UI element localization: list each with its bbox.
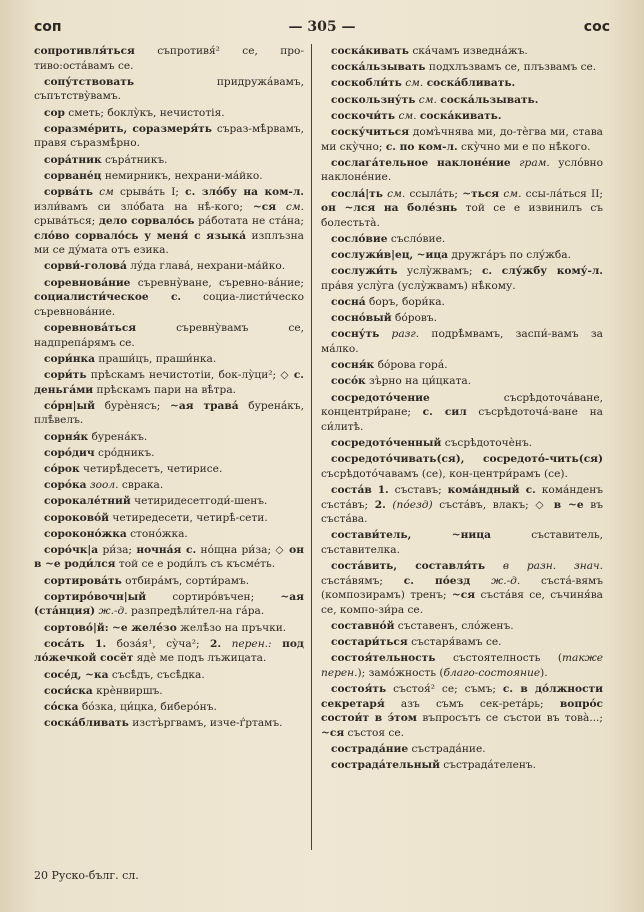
headword-text: с. в до́лжности секретаря́ [321, 683, 603, 710]
definition-text: съста́-вямъ (композирамъ) тренъ; [321, 574, 603, 602]
dictionary-entry [321, 651, 603, 680]
dictionary-entry [321, 358, 603, 373]
headword-text: сори́нка [44, 352, 96, 365]
headword-text: сосредото́ченный [331, 436, 442, 449]
headword-text: состави́тель, ~ница [331, 529, 491, 542]
dictionary-entry [321, 76, 603, 91]
headword-text: сороково́й [44, 511, 109, 524]
label-text: см. [418, 93, 437, 106]
headword-text: состоя́ть [331, 683, 387, 696]
label-text: благо-состояние [443, 667, 541, 679]
label-text: см. [398, 109, 417, 122]
definition-text: зъ̀рно на ци́цката. [365, 375, 472, 388]
headword-text: соска́кивать [331, 45, 409, 57]
page-footer: 20 Руско-бълг. сл. [34, 869, 139, 882]
headword-text: сортово́|й: [44, 621, 109, 634]
headword-text: ночна́я с. [136, 543, 197, 556]
definition-text: ссыла́ть; [405, 187, 463, 200]
definition-text: пра́вя услу̀га (услу̀жвамъ) нѣ̀кому. [321, 279, 516, 292]
headword-text: сосе́д, ~ка [44, 668, 109, 681]
definition-text: бурена́къ. [88, 430, 148, 443]
headword-text: с. слу́жбу кому́-л. [481, 265, 603, 278]
dictionary-entry [34, 511, 304, 526]
headword-text: сопу́тствовать [44, 75, 135, 88]
dictionary-entry [321, 758, 603, 773]
headword-text: сорване́ц [44, 169, 102, 182]
headword-text: ◇ с. деньга́ми [34, 369, 304, 396]
definition-text: подрѣ̀мвамъ, заспи́-вамъ за ма́лко. [321, 328, 603, 355]
headword-text: сор [44, 106, 65, 119]
definition-text: съставенъ, сло́женъ. [394, 620, 514, 633]
headword-text: 1. [95, 637, 107, 650]
headword-text: соси́ска [44, 684, 93, 697]
dictionary-entry [321, 295, 603, 310]
headword-text: состари́ться [331, 636, 408, 649]
headword-text: он ~лся на боле́знь [321, 202, 458, 215]
headword-text: составно́й [331, 620, 395, 633]
headword-text: сослужи́ть [331, 265, 398, 278]
definition-text: ска́чамъ изведна́жъ. [408, 45, 528, 57]
definition-text: боръ, бори́ка. [365, 296, 445, 309]
definition-text: бо́зка, ци́цка, биберо́нъ. [78, 700, 217, 713]
headword-text: ~ся [451, 589, 476, 602]
definition-text: услу̀жвамъ; [397, 265, 482, 278]
definition-text [85, 638, 95, 650]
headword-text: соста́в [331, 483, 372, 496]
headword-text: соскользну́ть [331, 93, 416, 106]
label-text: (по́езд) [392, 498, 433, 511]
dictionary-entry [34, 153, 304, 168]
headword-text: дело сорвало́сь [98, 215, 195, 228]
definition-text: прѣскамъ нечистотіи, бок-лу̀ци²; [86, 369, 281, 381]
headword-text: под ло́жечкой сосёт [34, 637, 304, 665]
dictionary-entry [321, 742, 603, 757]
headword-text: социалисти́ческое с. [34, 291, 182, 304]
dictionary-entry [321, 44, 603, 59]
label-text: см. [405, 77, 424, 90]
dictionary-entry [321, 391, 603, 435]
headword-text: со́рн|ый [44, 399, 96, 412]
dictionary-entry [34, 637, 304, 666]
headword-text: соскочи́ть [331, 109, 396, 122]
dictionary-entry [34, 668, 304, 683]
dictionary-entry [34, 716, 304, 731]
definition-text: състоятелность ( [435, 652, 562, 665]
definition-text: сврака. [118, 479, 164, 492]
definition-text: ску̀чно ми е по нѣ̀кого. [457, 140, 591, 153]
headword-text: соску́читься [331, 125, 410, 138]
definition-text: съсѣ̀дъ, съсѣ̀дка. [108, 668, 205, 681]
dictionary-entry [34, 543, 304, 572]
headword-text: сорви́-голова́ [44, 260, 127, 273]
headword-text: ~ая трава́ [169, 399, 239, 412]
label-text: см. [387, 187, 406, 200]
headword-text: со́рок [44, 462, 80, 475]
dictionary-entry [321, 187, 603, 231]
definition-text: разпредѣли́тел-на га́ра. [127, 605, 265, 618]
definition-text: социа-листи́ческо съревнова́ние. [34, 291, 304, 318]
running-header [34, 19, 610, 39]
label-text: ж.-д. [491, 574, 521, 587]
headword-text: сортиро́вочн|ый [44, 590, 147, 603]
headword-text: сороконо́жка [44, 527, 127, 540]
headword-text: сопротивля́ться [34, 45, 135, 57]
definition-text: ра́ботата не ста́на; [194, 215, 304, 228]
definition-text: крѐнвиршъ. [92, 684, 163, 697]
column-divider [311, 44, 312, 850]
dictionary-entry [34, 75, 304, 104]
dictionary-entry [34, 106, 304, 121]
headword-text: сосо́к [331, 375, 366, 388]
definition-text: съревну̀ване, съревно-ва́ние; [130, 276, 304, 289]
headword-text: соскобли́ть [331, 77, 402, 90]
right-column [321, 44, 603, 775]
headword-text: с. зло́бу на ком-л. [185, 185, 304, 198]
dictionary-entry [34, 368, 304, 397]
definition-text: съсрѣдоточа́ване, концентри́ране; [321, 391, 603, 419]
dictionary-entry [321, 232, 603, 247]
dictionary-entry [321, 264, 603, 293]
headword-text: с. по ком-л. [385, 140, 458, 153]
definition-text: лу́да глава́, нехрани-ма́йко. [126, 260, 286, 273]
dictionary-entry [321, 60, 603, 75]
definition-text: отбира́мъ, сорти́рамъ. [121, 574, 250, 587]
definition-text: съсрѣдото́чавамъ (се), кон-центри́рамъ (се). [321, 467, 568, 480]
definition-text: съсло́вие. [387, 232, 446, 245]
definition-text: усло́вно наклоне́ние. [321, 156, 603, 184]
definition-text: азъ съмъ сек-рета́рь; [384, 697, 560, 710]
label-text: ж.-д. [98, 605, 128, 618]
headword-text: сослага́тельное наклоне́ние [331, 156, 511, 169]
definition-text [276, 201, 286, 213]
headword-text: со́ска [44, 700, 79, 713]
headword-text: сосна́ [331, 296, 366, 309]
definition-text: състаря́вамъ се. [407, 636, 502, 649]
headword-text: соска́бливать. [426, 77, 516, 90]
dictionary-entry [34, 321, 304, 350]
headword-text: ~ица [416, 249, 449, 262]
headword-text: соревнова́ние [44, 276, 131, 289]
definition-text: ). [540, 667, 548, 679]
dictionary-entry [34, 169, 304, 184]
definition-text: съраз-мѣ̀рвамъ, правя съразмѣ̀рно. [34, 122, 304, 150]
dictionary-entry [321, 436, 603, 451]
dictionary-entry [34, 462, 304, 477]
dictionary-entry [321, 156, 603, 185]
dictionary-entry [321, 125, 603, 154]
headword-text: сосла́|ть [331, 187, 383, 200]
dictionary-entry [321, 248, 603, 263]
headword-text: сорва́ть [44, 185, 93, 198]
headword-text: сосно́вый [331, 312, 392, 325]
headword-text: соска́льзывать [331, 61, 426, 74]
headword-text: соро́чк|а [44, 543, 99, 556]
headword-text: соро́дич [44, 446, 95, 459]
definition-text: желѣ̀зо на пръчки. [176, 621, 287, 634]
dictionary-entry [34, 122, 304, 151]
definition-text: дружга́ръ по слу́жба. [448, 249, 571, 262]
definition-text: изстъ̀ргвамъ, изче-ґ́ртамъ. [128, 717, 283, 730]
headword-text: ◇ он в ~е роди́лся [34, 543, 304, 571]
dictionary-entry [34, 574, 304, 589]
headword-text: ~ться [462, 187, 500, 200]
dictionary-entry [321, 528, 603, 557]
definition-text: състоя се. [344, 726, 404, 739]
definition-text: сортиро́въчен; [146, 590, 281, 603]
dictionary-entry [34, 590, 304, 619]
headword-text: кома́ндный с. [447, 483, 536, 496]
definition-text: сметь; боклу̀къ, нечистотія. [64, 106, 225, 119]
definition-text: боза́я¹, су̀ча²; [106, 637, 211, 650]
headword-text: соразме́рить, соразмеря́ть [44, 122, 212, 135]
definition-text: съра́тникъ. [101, 153, 168, 166]
definition-text: бо́ровъ. [391, 312, 437, 325]
dictionary-entry [34, 44, 304, 73]
definition-text: ри́за; [98, 543, 137, 556]
dictionary-entry [34, 621, 304, 636]
headword-text: с. сил [422, 406, 467, 419]
definition-text: съревну̀вамъ се, надпрепа́рямъ се. [34, 322, 304, 349]
definition-text: съставъ; [388, 483, 448, 496]
headword-text: сострада́тельный [331, 759, 440, 772]
definition-text: бурена́къ, плѣ̀велъ. [34, 399, 304, 427]
headword-text: ◇ в ~е [535, 498, 584, 511]
dictionary-entry [321, 682, 603, 740]
headword-text: сосну́ть [331, 328, 380, 341]
definition-text [470, 575, 491, 587]
headword-text: соска́кивать. [419, 109, 502, 122]
definition-text: домъ̀чнява ми, до-тѐгва ми, става ми ску̀чно; [321, 125, 603, 153]
dictionary-entry [34, 684, 304, 699]
dictionary-entry [321, 559, 603, 617]
definition-text: бурѐнясъ; [95, 399, 170, 412]
dictionary-entry [321, 635, 603, 650]
dictionary-entry [34, 494, 304, 509]
headword-text: вопро́с состои́т в э́том [321, 697, 603, 725]
definition-text: съста́въ, влакъ; [432, 498, 536, 511]
headword-text: ~ая (ста́нция) [34, 590, 304, 618]
definition-text: четирѣ̀десетъ, четирисе. [79, 462, 223, 475]
dictionary-entry [34, 478, 304, 493]
definition-text: съпротивя́² се, про-тиво:оста́вамъ се. [34, 45, 304, 72]
label-text: разг. [391, 328, 420, 341]
definition-text: съсрѣдоточа́-ване на си́литѣ. [321, 406, 603, 433]
dictionary-entry [34, 430, 304, 445]
headword-text: с. по́езд [403, 574, 471, 587]
dictionary-entry [321, 311, 603, 326]
definition-text: подхлъзвамъ се, плъзвамъ се. [425, 61, 597, 74]
definition-text: състрада́теленъ. [439, 759, 537, 772]
definition-text: въ съста́ва. [321, 498, 603, 526]
definition-text: четиредесети, четирѣ̀-сети. [109, 511, 268, 524]
definition-text [221, 638, 231, 650]
dictionary-entry [34, 446, 304, 461]
definition-text: стоно́жка. [126, 527, 188, 540]
label-text: см [99, 185, 114, 198]
definition-text: прѣскамъ пари на вѣ̀тра. [93, 383, 236, 396]
headword-text: сора́тник [44, 153, 102, 166]
definition-text: ссы-ла́ться II; [521, 187, 603, 200]
definition-text: бо́рова гора́. [374, 359, 448, 372]
definition-text: кома́нденъ съста́въ; [321, 483, 604, 511]
headword-text: соста́вить, составля́ть [331, 560, 486, 573]
definition-text [379, 328, 391, 340]
definition-text: съставитель, съставителка. [321, 529, 603, 556]
headword-text: 1. [377, 483, 389, 496]
headword-text: соска́бливать [44, 717, 129, 730]
headword-text: сострада́ние [331, 743, 409, 756]
definition-text: състрада́ние. [408, 743, 486, 756]
definition-text: изли́вамъ си зло́бата на нѣ̀-кого; [34, 200, 253, 213]
definition-text: съста́вямъ; [321, 574, 404, 587]
headword-text: сосредото́чение [331, 391, 430, 404]
headword-text: сори́ть [44, 369, 87, 381]
definition-text: но́щна ри́за; [196, 543, 276, 556]
headword-text: ~ся [252, 200, 277, 213]
page-number: — 305 — [288, 19, 356, 35]
definition-text: ); замо́жность ( [357, 667, 444, 679]
definition-text: праши́цъ, праши́нка. [95, 352, 217, 365]
label-text: см. [503, 187, 522, 200]
headword-text: сосня́к [331, 359, 375, 372]
headword-text: соса́ть [44, 637, 85, 650]
definition-text: срыва́ться; [34, 215, 99, 228]
label-text: см. [285, 200, 304, 213]
definition-text: придружа́вамъ, съпътству̀вамъ. [34, 75, 304, 103]
headword-text: сло́во сорвало́сь у меня́ с языка́ [34, 229, 247, 242]
definition-text: съсрѣдоточѐнъ. [441, 436, 533, 449]
dictionary-entry [321, 327, 603, 356]
definition-text: немирникъ, нехрани-ма́йко. [101, 169, 263, 182]
headword-text: ~ся [321, 726, 345, 739]
headword-text: сорокале́тний [44, 495, 131, 508]
headword-text: ~е желе́зо [111, 621, 177, 634]
definition-text: той се е роди́лъ съ късме́ть. [115, 558, 276, 571]
headword-text: сортирова́ть [44, 574, 122, 587]
dictionary-entry [34, 399, 304, 428]
dictionary-entry [321, 109, 603, 124]
dictionary-entry [34, 276, 304, 320]
header-right-guideword: сос [583, 19, 610, 35]
header-left-guideword: соп [34, 19, 62, 35]
dictionary-entry [34, 185, 304, 258]
dictionary-entry [321, 374, 603, 389]
headword-text: 2. [210, 637, 222, 650]
left-column [34, 44, 304, 732]
label-text: грам. [519, 156, 550, 169]
headword-text: сослужи́в|ец, [331, 249, 414, 262]
dictionary-entry [34, 259, 304, 274]
dictionary-entry [34, 352, 304, 367]
dictionary-entry [321, 619, 603, 634]
definition-text: изплъзна ми се ду́мата отъ езика. [34, 229, 304, 257]
definition-text [485, 560, 503, 572]
dictionary-entry [321, 452, 603, 481]
label-text: также перен. [321, 652, 603, 679]
definition-text [272, 638, 282, 650]
headword-text: сосредото́чивать(ся), сосредото́-чить(ся) [331, 453, 603, 466]
definition-text: срыва́ть I; [113, 185, 186, 198]
headword-text: состоя́тельность [331, 652, 436, 665]
dictionary-entry [34, 527, 304, 542]
label-text: зоол. [89, 479, 119, 492]
dictionary-entry [321, 93, 603, 108]
label-text: перен.: [231, 637, 272, 650]
definition-text: сро́дникъ. [94, 446, 155, 459]
headword-text: соревнова́ться [44, 322, 137, 335]
dictionary-entry [321, 483, 603, 527]
definition-text: съста́вя се, съчиня́ва се, компо-зи́ра се. [321, 589, 603, 616]
headword-text: 2. [374, 498, 386, 511]
definition-text: той се е извинилъ съ болестьта̀. [321, 202, 603, 229]
definition-text [511, 157, 520, 169]
definition-text: състоя́² се; съмъ; [386, 683, 503, 696]
headword-text: сорня́к [44, 430, 89, 443]
dictionary-entry [34, 700, 304, 715]
headword-text: соска́льзывать. [440, 93, 539, 106]
definition-text: ядѐ ме подъ лъжицата. [133, 652, 267, 665]
headword-text: соро́ка [44, 479, 87, 492]
label-text: в разн. знач. [502, 560, 603, 573]
headword-text: сосло́вие [331, 232, 388, 245]
definition-text: четиридесетгоди́-шенъ. [130, 495, 268, 508]
definition-text: въпросътъ се състои въ това̀...; [417, 712, 603, 725]
